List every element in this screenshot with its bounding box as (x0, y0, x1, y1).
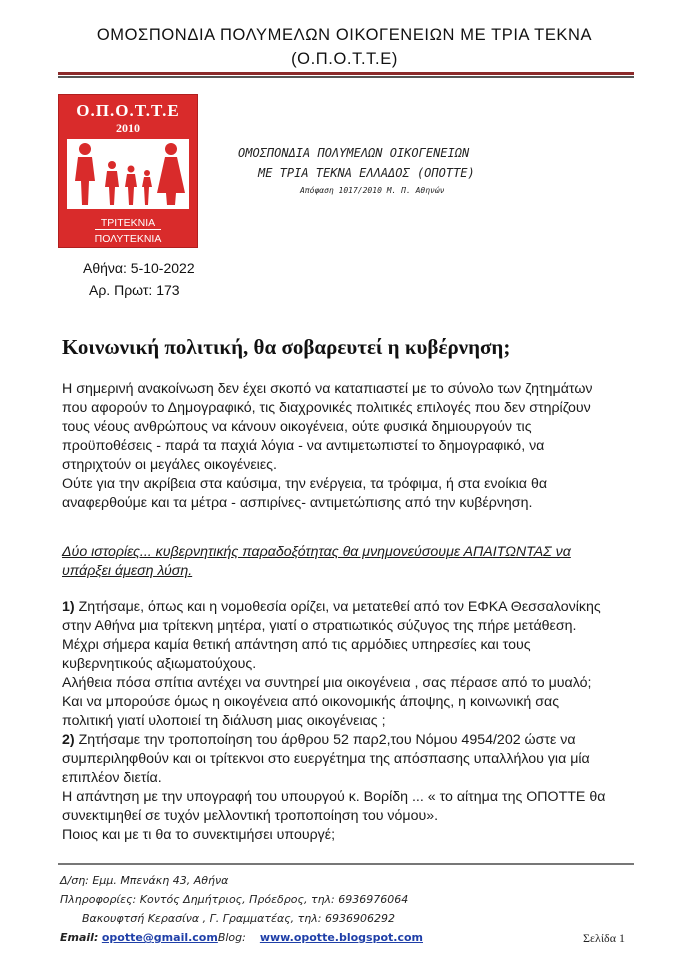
footer-address: Δ/ση: Εμμ. Μπενάκη 43, Αθήνα (60, 874, 229, 887)
footer-rule (58, 863, 634, 865)
text-line: στηριχτούν οι μεγάλες οικογένειες. (62, 457, 277, 473)
org-name-line1: ΟΜΟΣΠΟΝΔΙΑ ΠΟΛΥΜΕΛΩΝ ΟΙΚΟΓΕΝΕΙΩΝ (238, 146, 470, 160)
text-line: συμπεριληφθούν και οι τρίτεκνοι στο ευεργέτημα της απόσπασης υπαλλήλου για μία (62, 751, 590, 767)
text-line: αναφερθούμε και τα μέτρα - ασπιρίνες- αντιμετώπισης από την κυβέρνηση. (62, 495, 533, 511)
text-line: Η απάντηση με την υπογραφή του υπουργού κ. Βορίδη ... « το αίτημα της ΟΠΟΤΤΕ θα (62, 789, 606, 805)
page-number: Σελίδα 1 (582, 931, 625, 945)
text-line: Ποιος και με τι θα το συνεκτιμήσει υπουργέ; (62, 827, 336, 843)
paragraph-cases (62, 598, 652, 845)
item-number: 1) (62, 599, 75, 615)
text-line: 1) Ζητήσαμε, όπως και η νομοθεσία ορίζει, να μετατεθεί από τον ΕΦΚΑ Θεσσαλονίκης (62, 599, 601, 615)
org-decision: Απόφαση 1017/2010 Μ. Π. Αθηνών (300, 186, 445, 195)
header-rule-red (58, 72, 634, 75)
email-label: Email: (60, 931, 99, 944)
logo-slogan-bottom: ΠΟΛΥΤΕΚΝΙΑ (94, 233, 162, 245)
text-line: Ούτε για την ακρίβεια στα καύσιμα, την ενέργεια, τα τρόφιμα, ή στα ενοίκια θα (62, 476, 548, 492)
text-line: συνεκτιμηθεί σε τυχόν μελλοντική τροποποίηση του νόμου». (62, 808, 439, 824)
header-title: ΟΜΟΣΠΟΝΔΙΑ ΠΟΛΥΜΕΛΩΝ ΟΙΚΟΓΕΝΕΙΩΝ ΜΕ ΤΡΙΑ ΤΕΚΝΑ (96, 26, 593, 44)
item-number: 2) (62, 732, 75, 748)
family-icon (67, 139, 189, 209)
document-date: Αθήνα: 5-10-2022 (83, 260, 195, 276)
header-abbreviation: (Ο.Π.Ο.Τ.Τ.Ε) (291, 50, 398, 68)
footer-info-secretary: Βακουφτσή Κερασίνα , Γ. Γραμματέας, τηλ: 6936906292 (82, 912, 395, 925)
paragraph-heading (62, 543, 652, 581)
text-line: πολιτική γιατί υλοποιεί τη διάλυση μιας οικογένειας ; (62, 713, 386, 729)
text-line: Και να μπορούσε όμως η οικογένεια από οικονομικής άποψης, η κοινωνική σας (62, 694, 560, 710)
text-line: τους νέους ανθρώπους να κάνουν οικογένεια, ούτε φυσικά δημιουργούν τις (62, 419, 532, 435)
text-line: Η σημερινή ανακοίνωση δεν έχει σκοπό να καταπιαστεί με το σύνολο των ζητημάτων (62, 381, 593, 397)
text-line: που αφορούν το Δημογραφικό, τις διαχρονικές πολιτικές επιλογές που δεν στηρίζουν (62, 400, 591, 416)
paragraph-intro (62, 380, 652, 513)
blog-label: Blog: (217, 931, 246, 944)
email-link[interactable]: opotte@gmail.com (101, 931, 218, 944)
protocol-number: Αρ. Πρωτ: 173 (89, 282, 180, 298)
text-line: στην Αθήνα μια τρίτεκνη μητέρα, γιατί ο στρατιωτικός σύζυγος της πήρε μετάθεση. (62, 618, 577, 634)
blog-link[interactable]: www.opotte.blogspot.com (259, 931, 423, 944)
text-line: Μέχρι σήμερα καμία θετική απάντηση από τις αρμόδιες υπηρεσίες και τους (62, 637, 531, 653)
text-line: Δύο ιστορίες... κυβερνητικής παραδοξότητας θα μνημονεύσουμε ΑΠΑΙΤΩΝΤΑΣ να (62, 544, 571, 560)
logo-year: 2010 (116, 121, 140, 135)
text-line: υπάρξει άμεση λύση. (62, 563, 193, 579)
text-line: κυβερνητικούς αξιωματούχους. (62, 656, 257, 672)
logo-name: Ο.Π.Ο.Τ.Τ.Ε (76, 101, 180, 120)
logo-separator (95, 229, 161, 230)
org-name-line2: ΜΕ ΤΡΙΑ ΤΕΚΝΑ ΕΛΛΑΔΟΣ (ΟΠΟΤΤΕ) (258, 166, 475, 180)
footer-contacts (60, 931, 423, 944)
document-title: Κοινωνική πολιτική, θα σοβαρευτεί η κυβέρνηση; (62, 335, 511, 359)
logo-slogan-top: ΤΡΙΤΕΚΝΙΑ (100, 217, 156, 229)
text-line: επιπλέον διετία. (62, 770, 162, 786)
header-rule-dark (58, 76, 634, 78)
text-line: 2) Ζητήσαμε την τροποποίηση του άρθρου 52 παρ2,του Νόμου 4954/202 ώστε να (62, 732, 576, 748)
text-line: προϋποθέσεις - παρά τα παχιά λόγια - να αντιμετωπιστεί το δημογραφικό, να (62, 438, 545, 454)
organization-logo (58, 94, 198, 248)
footer-info-president: Πληροφορίες: Κοντός Δημήτριος, Πρόεδρος, τηλ: 6936976064 (60, 893, 409, 906)
text-line: Αλήθεια πόσα σπίτια αντέχει να συντηρεί μια οικογένεια , σας πέρασε από το μυαλό; (62, 675, 592, 691)
